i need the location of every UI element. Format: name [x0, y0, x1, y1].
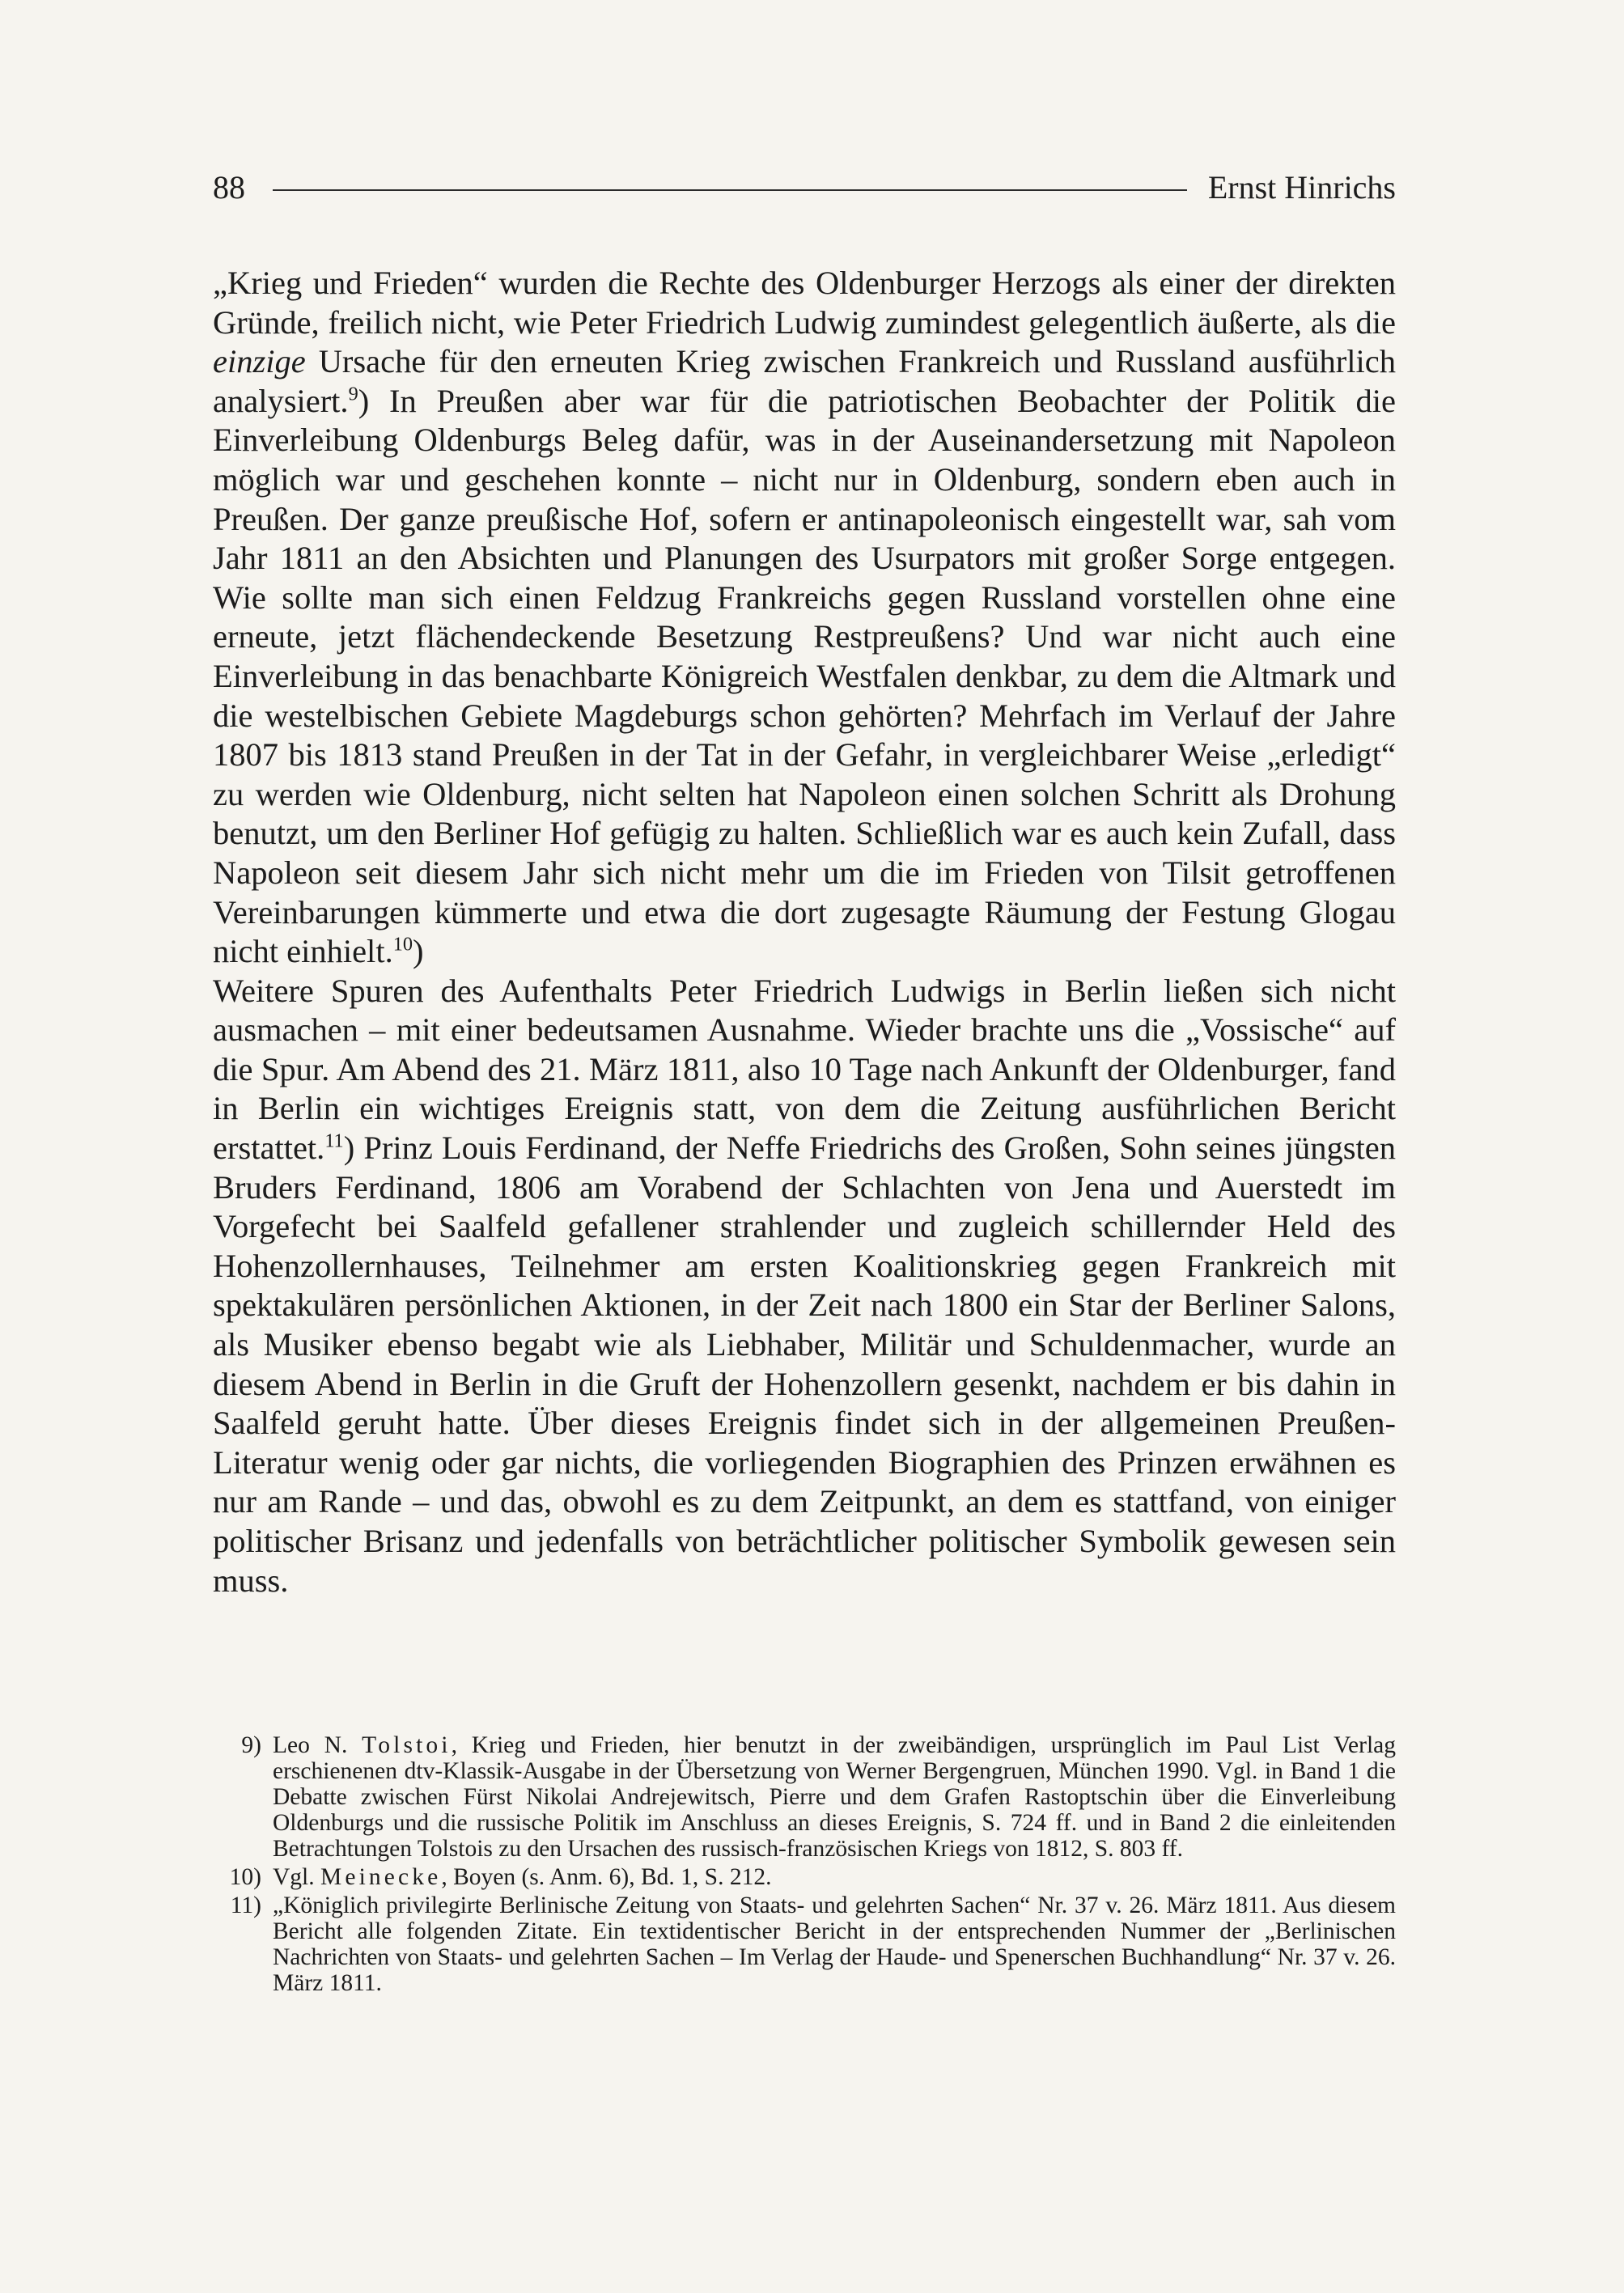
main-text: [213, 264, 1396, 1600]
footnote-10: [218, 1864, 1396, 1890]
footnote-text: Leo N. Tolstoi, Krieg und Frieden, hier benutzt in der zweibändigen, ursprünglich im Paul List Verlag erschienenen dtv-Klassik-Ausgabe in der Übersetzung von Werner Bergengruen, München 1990. Vgl. in Band 1 die Debatte zwischen Fürst Nikolai Andrejewitsch, Pierre und dem Grafen Rastoptschin über die Einverleibung Oldenburgs und die russische Politik im Anschluss an dieses Ereignis, S. 724 ff. und in Band 2 die einleitenden Betrachtungen Tolstois zu den Ursachen des russisch-französischen Kriegs von 1812, S. 803 ff.: [273, 1732, 1396, 1862]
footnote-text: „Königlich privilegirte Berlinische Zeitung von Staats- und gelehrten Sachen“ Nr. 37 v. 26. März 1811. Aus diesem Bericht alle folgenden Zitate. Ein textidentischer Bericht in der entsprechenden Nummer der „Berlinischen Nachrichten von Staats- und gelehrten Sachen – Im Verlag der Haude- und Spenerschen Buchhandlung“ Nr. 37 v. 26. März 1811.: [273, 1892, 1396, 1996]
author-name: Meinecke: [320, 1864, 442, 1890]
emphasis-einzige: einzige: [213, 343, 306, 380]
footnote-11: [218, 1892, 1396, 1996]
running-head-author: Ernst Hinrichs: [1207, 169, 1396, 206]
footnotes: [218, 1732, 1396, 1998]
footnote-ref-10[interactable]: 10: [392, 933, 413, 956]
author-name: Tolstoi: [362, 1732, 452, 1758]
running-header: [213, 167, 1396, 208]
footnote-9: [218, 1732, 1396, 1862]
page-number: 88: [213, 169, 245, 206]
footnote-text: Vgl. Meinecke, Boyen (s. Anm. 6), Bd. 1, S. 212.: [273, 1864, 772, 1890]
footnote-number: 9): [241, 1732, 261, 1758]
footnote-number: 11): [230, 1892, 261, 1918]
header-rule: [273, 189, 1187, 191]
footnote-number: 10): [229, 1864, 261, 1890]
paragraph-2: Weitere Spuren des Aufenthalts Peter Friedrich Ludwigs in Berlin ließen sich nicht ausmachen – mit einer bedeutsamen Ausnahme. Wieder brachte uns die „Vossische“ auf die Spur. Am Abend des 21. März 1811, also 10 Tage nach Ankunft der Oldenburger, fand in Berlin ein wichtiges Ereignis statt, von dem die Zeitung ausführlichen Bericht erstattet.$^{11}$) Prinz Louis Ferdinand, der Neffe Friedrichs des Großen, Sohn seines jüngsten Bruders Ferdinand, 1806 am Vorabend der Schlachten von Jena und Auerstedt im Vorgefecht bei Saalfeld gefallener strahlender und zugleich schillernder Held des Hohenzollernhauses, Teilnehmer am ersten Koalitionskrieg gegen Frankreich mit spektakulären persönlichen Aktionen, in der Zeit nach 1800 ein Star der Berliner Salons, als Musiker ebenso begabt wie als Liebhaber, Militär und Schuldenmacher, wurde an diesem Abend in Berlin in die Gruft der Hohenzollern gesenkt, nachdem er bis dahin in Saalfeld geruht hatte. Über dieses Ereignis findet sich in der allgemeinen Preußen-Literatur wenig oder gar nichts, die vorliegenden Biographien des Prinzen erwähnen es nur am Rande – und das, obwohl es zu dem Zeitpunkt, an dem es stattfand, von einiger politischer Brisanz und jedenfalls von beträchtlicher politischer Symbolik gewesen sein muss.: [213, 972, 1396, 1599]
footnote-ref-9[interactable]: 9: [348, 383, 358, 405]
paragraph-1: „Krieg und Frieden“ wurden die Rechte des Oldenburger Herzogs als einer der direkten Gründe, freilich nicht, wie Peter Friedrich Ludwig zumindest gelegentlich äußerte, als die einzige Ursache für den erneuten Krieg zwischen Frankreich und Russland ausführlich analysiert.$^9$) In Preußen aber war für die patriotischen Beobachter der Politik die Einverleibung Oldenburgs Beleg dafür, was in der Auseinandersetzung mit Napoleon möglich war und geschehen konnte – nicht nur in Oldenburg, sondern eben auch in Preußen. Der ganze preußische Hof, sofern er antinapoleonisch eingestellt war, sah vom Jahr 1811 an den Absichten und Planungen des Usurpators mit großer Sorge entgegen. Wie sollte man sich einen Feldzug Frankreichs gegen Russland vorstellen ohne eine erneute, jetzt flächendeckende Besetzung Restpreußens? Und war nicht auch eine Einverleibung in das benachbarte Königreich Westfalen denkbar, zu dem die Altmark und die westelbischen Gebiete Magdeburgs schon gehörten? Mehrfach im Verlauf der Jahre 1807 bis 1813 stand Preußen in der Tat in der Gefahr, in vergleichbarer Weise „erledigt“ zu werden wie Oldenburg, nicht selten hat Napoleon einen solchen Schritt als Drohung benutzt, um den Berliner Hof gefügig zu halten. Schließlich war es auch kein Zufall, dass Napoleon seit diesem Jahr sich nicht mehr um die im Frieden von Tilsit getroffenen Vereinbarungen kümmerte und etwa die dort zugesagte Räumung der Festung Glogau nicht einhielt.$^{10}$): [213, 265, 1396, 970]
footnote-ref-11[interactable]: 11: [324, 1130, 344, 1152]
